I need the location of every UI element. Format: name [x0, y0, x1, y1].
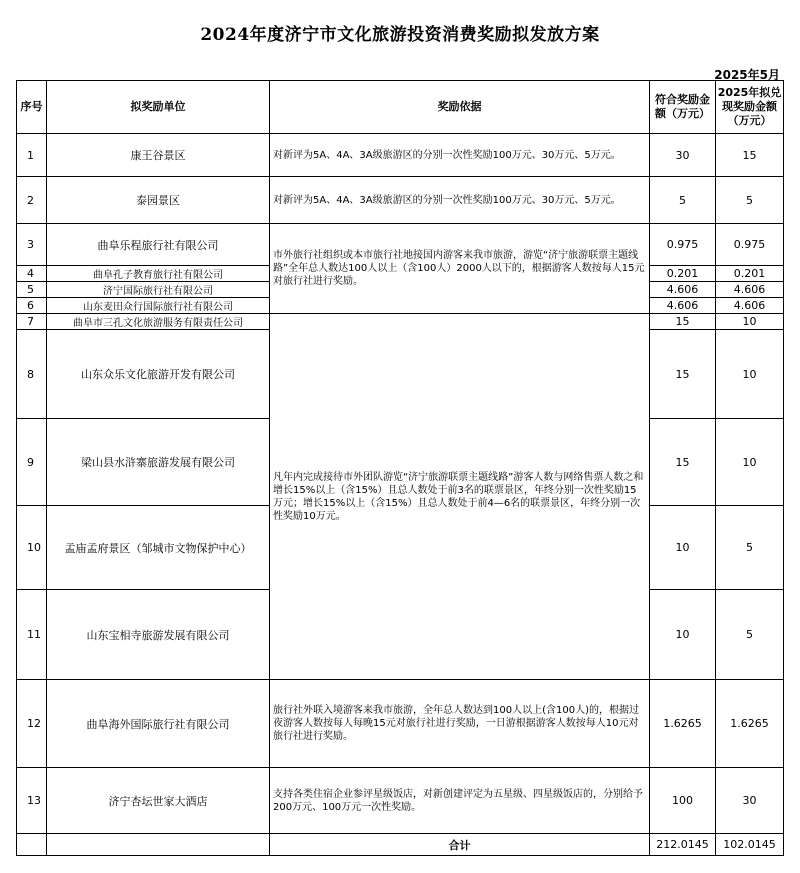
row-unit: 山东麦田众行国际旅行社有限公司 — [47, 298, 270, 314]
row-basis: 凡年内完成接待市外团队游览“济宁旅游联票主题线路”游客人数与网络售票人数之和增长15%以上（含15%）且总人数处于前3名的联票景区，年终分别一次性奖励15万元；增长15%以上（含15%）且总人数处于前4—6名的联票景区，年终分别一次性奖励10万元。 — [270, 314, 650, 680]
table-row — [17, 134, 784, 177]
row-eligible: 0.201 — [650, 266, 716, 282]
row-basis: 支持各类住宿企业参评星级饭店，对新创建评定为五星级、四星级饭店的，分别给予200万元、100万元一次性奖励。 — [270, 768, 650, 834]
row-eligible: 10 — [650, 506, 716, 590]
row-unit: 孟庙孟府景区（邹城市文物保护中心） — [47, 506, 270, 590]
row-planned: 5 — [716, 177, 784, 224]
total-row — [17, 834, 784, 856]
page-title: 2024年度济宁市文化旅游投资消费奖励拟发放方案 — [200, 25, 600, 45]
row-no: 1 — [17, 134, 47, 177]
row-planned: 1.6265 — [716, 680, 784, 768]
row-eligible: 10 — [650, 590, 716, 680]
row-unit: 济宁国际旅行社有限公司 — [47, 282, 270, 298]
award-table — [16, 80, 784, 856]
total-blank-no — [17, 834, 47, 856]
row-planned: 0.975 — [716, 224, 784, 266]
row-no: 5 — [17, 282, 47, 298]
row-planned: 30 — [716, 768, 784, 834]
row-no: 3 — [17, 224, 47, 266]
total-eligible: 212.0145 — [650, 834, 716, 856]
row-unit: 泰园景区 — [47, 177, 270, 224]
row-no: 10 — [17, 506, 47, 590]
row-eligible: 4.606 — [650, 298, 716, 314]
row-planned: 0.201 — [716, 266, 784, 282]
row-no: 12 — [17, 680, 47, 768]
table-row — [17, 224, 784, 266]
row-basis: 旅行社外联入境游客来我市旅游，全年总人数达到100人以上(含100人)的，根据过夜游客人数按每人每晚15元对旅行社进行奖励，一日游根据游客人数按每人10元对旅行社进行奖励。 — [270, 680, 650, 768]
row-eligible: 0.975 — [650, 224, 716, 266]
total-label: 合计 — [270, 834, 650, 856]
row-no: 2 — [17, 177, 47, 224]
row-no: 6 — [17, 298, 47, 314]
row-basis: 市外旅行社组织或本市旅行社地接国内游客来我市旅游，游览“济宁旅游联票主题线路”全年总人数达100人以上（含100人）2000人以下的，根据游客人数按每人15元对旅行社进行奖励。 — [270, 224, 650, 314]
header-basis: 奖励依据 — [270, 81, 650, 134]
document-date: 2025年5月 — [714, 68, 780, 82]
row-unit: 山东宝相寺旅游发展有限公司 — [47, 590, 270, 680]
row-basis: 对新评为5A、4A、3A级旅游区的分别一次性奖励100万元、30万元、5万元。 — [270, 134, 650, 177]
row-unit: 济宁杏坛世家大酒店 — [47, 768, 270, 834]
row-planned: 15 — [716, 134, 784, 177]
row-eligible: 5 — [650, 177, 716, 224]
row-eligible: 15 — [650, 314, 716, 330]
row-eligible: 15 — [650, 330, 716, 419]
row-planned: 4.606 — [716, 282, 784, 298]
total-blank-unit — [47, 834, 270, 856]
row-unit: 曲阜海外国际旅行社有限公司 — [47, 680, 270, 768]
row-unit: 山东众乐文化旅游开发有限公司 — [47, 330, 270, 419]
row-no: 9 — [17, 419, 47, 506]
table-header-row — [17, 81, 784, 134]
row-no: 7 — [17, 314, 47, 330]
row-unit: 梁山县水浒寨旅游发展有限公司 — [47, 419, 270, 506]
row-planned: 10 — [716, 314, 784, 330]
row-no: 4 — [17, 266, 47, 282]
header-unit: 拟奖励单位 — [47, 81, 270, 134]
total-planned: 102.0145 — [716, 834, 784, 856]
row-eligible: 15 — [650, 419, 716, 506]
header-planned: 2025年拟兑现奖励金额（万元） — [716, 81, 784, 134]
header-no: 序号 — [17, 81, 47, 134]
row-eligible: 1.6265 — [650, 680, 716, 768]
row-planned: 5 — [716, 506, 784, 590]
row-no: 8 — [17, 330, 47, 419]
row-eligible: 100 — [650, 768, 716, 834]
table-row — [17, 177, 784, 224]
row-planned: 10 — [716, 330, 784, 419]
row-unit: 康王谷景区 — [47, 134, 270, 177]
row-planned: 5 — [716, 590, 784, 680]
table-row — [17, 314, 784, 330]
table-row — [17, 768, 784, 834]
row-unit: 曲阜孔子教育旅行社有限公司 — [47, 266, 270, 282]
row-planned: 4.606 — [716, 298, 784, 314]
row-no: 13 — [17, 768, 47, 834]
row-planned: 10 — [716, 419, 784, 506]
row-eligible: 30 — [650, 134, 716, 177]
row-unit: 曲阜市三孔文化旅游服务有限责任公司 — [47, 314, 270, 330]
row-unit: 曲阜乐程旅行社有限公司 — [47, 224, 270, 266]
row-eligible: 4.606 — [650, 282, 716, 298]
row-basis: 对新评为5A、4A、3A级旅游区的分别一次性奖励100万元、30万元、5万元。 — [270, 177, 650, 224]
table-row — [17, 680, 784, 768]
header-eligible: 符合奖励金额（万元） — [650, 81, 716, 134]
row-no: 11 — [17, 590, 47, 680]
